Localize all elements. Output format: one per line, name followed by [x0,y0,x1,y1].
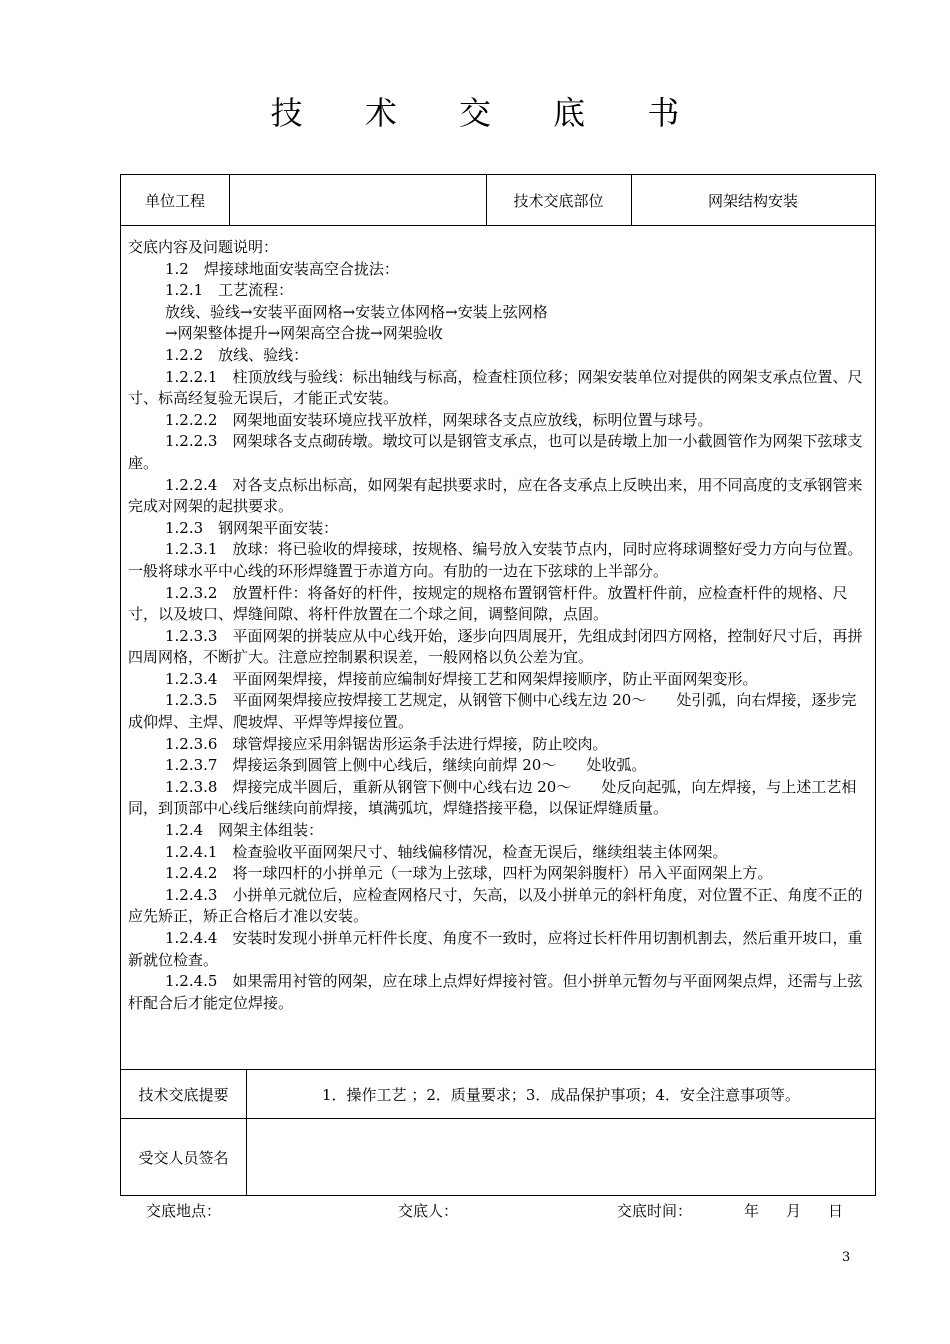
content-heading: 交底内容及问题说明： [128,238,279,256]
content-body [128,237,868,1014]
day-label: 日 [828,1202,844,1220]
content-line: 1.2.2.1 柱顶放线与验线：标出轴线与标高，检查柱顶位移；网架安装单位对提供的网架支承点位置、尺寸、标高经复验无误后，才能正式安装。 [128,367,863,408]
content-line: 1.2.3.1 放球：将已验收的焊接球，按规格、编号放入安装节点内，同时应将球调整好受力方向与位置。一般将球水平中心线的环形焊缝置于赤道方向。有肋的一边在下弦球的上半部分。 [128,540,863,580]
document-title: 技 术 交 底 书 [270,94,706,132]
year-label: 年 [744,1202,760,1220]
content-line: 1.2.3.8 焊接完成半圆后，重新从钢管下侧中心线右边 20～ 处反向起弧，向左焊接，与上述工艺相同，到顶部中心线后继续向前焊接，填满弧坑，焊缝搭接平稳，以保证焊缝质量。 [128,777,857,818]
summary-row [121,1069,875,1119]
part-value: 网架结构安装 [707,191,798,210]
content-line: 1.2.4.5 如果需用衬管的网架，应在球上点焊好焊接衬管。但小拼单元暂勿与平面网架点焊，还需与上弦杆配合后才能定位焊接。 [128,972,863,1012]
content-line: 1.2.3.7 焊接运条到圆管上侧中心线后，继续向前焊 20～ 处收弧。 [165,756,647,775]
unit-value [229,175,486,225]
signature-row [121,1119,875,1195]
header-row [121,175,875,226]
content-line: 1.2.4 网架主体组装： [165,821,324,840]
content-line: 1.2.4.1 检查验收平面网架尺寸、轴线偏移情况，检查无误后，继续组装主体网架。 [165,842,728,861]
content-line: 1.2.1 工艺流程： [165,281,294,300]
content-line: 1.2.3.6 球管焊接应采用斜锯齿形运条手法进行焊接，防止咬肉。 [165,734,608,753]
content-line: 1.2 焊接球地面安装高空合拢法： [165,259,399,278]
month-label: 月 [786,1202,802,1220]
content-line: 放线、验线→安装平面网格→安装立体网格→安装上弦网格 [165,302,548,321]
time-label: 交底时间： [617,1202,693,1220]
summary-label: 技术交底提要 [121,1070,247,1118]
content-line: 1.2.3 钢网架平面安装： [165,518,339,537]
content-line: →网架整体提升→网架高空合拢→网架验收 [165,324,443,343]
content-line: 1.2.4.3 小拼单元就位后，应检查网格尺寸，矢高，以及小拼单元的斜杆角度，对位置不正、角度不正的应先矫正，矫正合格后才准以安装。 [128,885,863,926]
footer [0,1200,950,1222]
content-line: 1.2.2.3 网架球各支点砌砖墩。墩坟可以是钢管支承点，也可以是砖墩上加一小截圆管作为网架下弦球支座。 [128,432,863,472]
content-line: 1.2.3.3 平面网架的拼装应从中心线开始，逐步向四周展开，先组成封闭四方网格，控制好尺寸后，再拼四周网格，不断扩大。注意应控制累积误差，一般网格以负公差为宜。 [128,626,863,667]
content-line: 1.2.4.4 安装时发现小拼单元杆件长度、角度不一致时，应将过长杆件用切割机割去，然后重开坡口，重新就位检查。 [128,929,863,969]
content-line: 1.2.2 放线、验线： [165,345,309,364]
disclosure-form [120,174,876,1196]
summary-value: 1．操作工艺 ；2．质量要求；3．成品保护事项；4．安全注意事项等。 [322,1085,800,1104]
signature-field[interactable] [247,1119,875,1195]
place-label: 交底地点： [146,1202,222,1220]
content-line: 1.2.3.5 平面网架焊接应按焊接工艺规定，从钢管下侧中心线左边 20～ 处引弧，向右焊接，逐步完成仰焊、主焊、爬坡焊、平焊等焊接位置。 [128,691,857,732]
content-line: 1.2.3.4 平面网架焊接，焊接前应编制好焊接工艺和网架焊接顺序，防止平面网架变形。 [165,669,758,688]
content-line: 1.2.3.2 放置杆件：将备好的杆件，按规定的规格布置钢管杆件。放置杆件前，应检查杆件的规格、尺寸，以及坡口、焊缝间隙、将杆件放置在二个球之间，调整间隙，点固。 [128,583,848,624]
unit-label: 单位工程 [144,191,205,210]
signature-label: 受交人员签名 [121,1119,247,1195]
content-line: 1.2.2.2 网架地面安装环境应找平放样，网架球各支点应放线，标明位置与球号。 [165,410,713,429]
part-label: 技术交底部位 [513,191,604,210]
person-label: 交底人： [398,1202,459,1220]
page-number: 3 [842,1250,851,1265]
content-line: 1.2.2.4 对各支点标出标高，如网架有起拱要求时，应在各支承点上反映出来，用不同高度的支承钢管来完成对网架的起拱要求。 [128,475,863,516]
content-line: 1.2.4.2 将一球四杆的小拼单元（一球为上弦球，四杆为网架斜腹杆）吊入平面网架上方。 [165,864,773,883]
